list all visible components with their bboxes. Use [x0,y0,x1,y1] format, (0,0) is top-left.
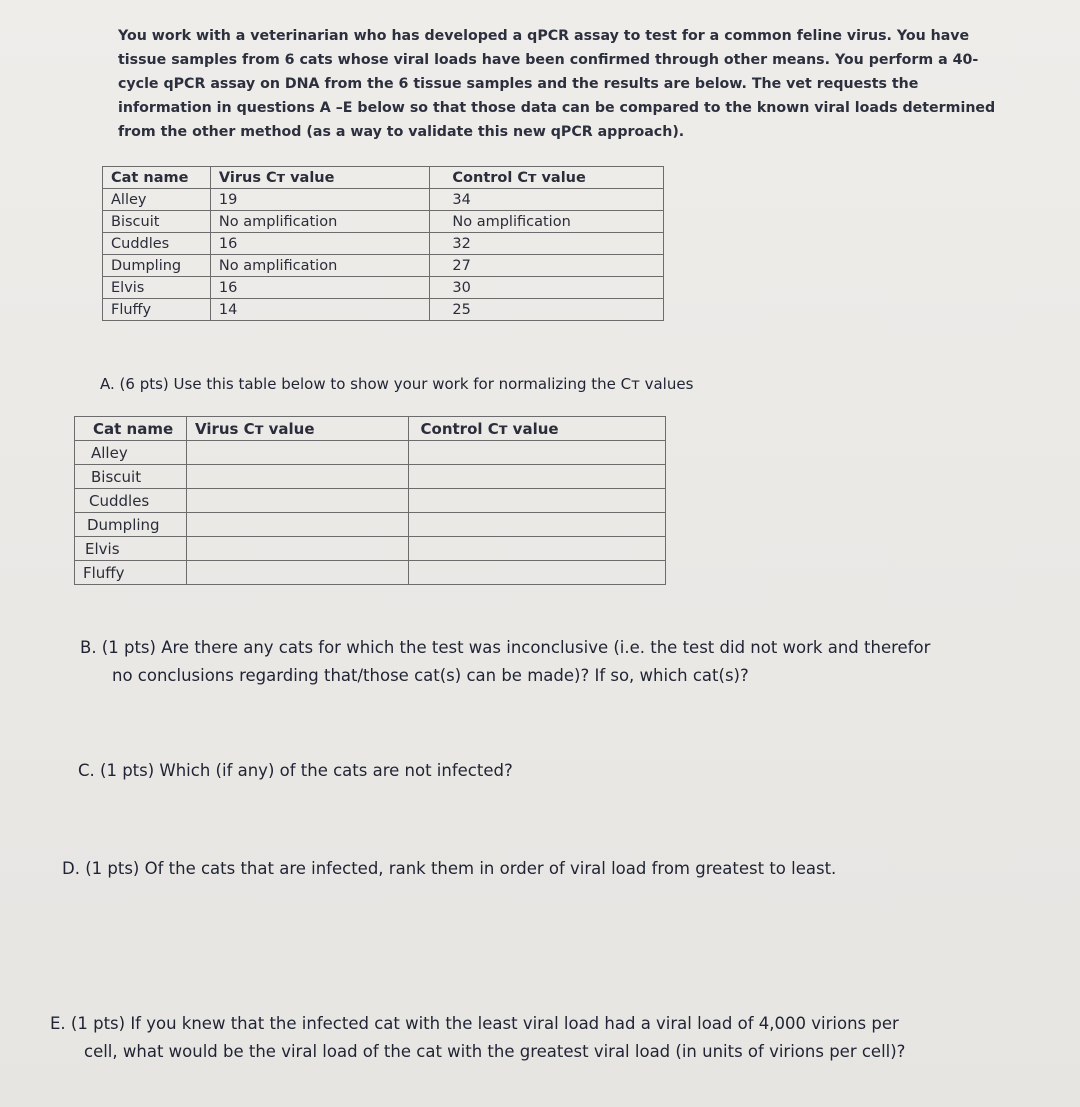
cat-name-cell: Alley [75,441,187,465]
virus-ct-cell: 16 [210,233,429,255]
cat-name-cell: Biscuit [103,211,211,233]
table-row [75,465,666,489]
header-virus-ct: Virus Cᴛ value [186,417,408,441]
control-ct-cell: No amplification [430,211,664,233]
virus-ct-answer-cell[interactable] [186,537,408,561]
virus-ct-answer-cell[interactable] [186,489,408,513]
virus-ct-answer-cell[interactable] [186,561,408,585]
header-control-ct: Control Cᴛ value [430,167,664,189]
intro-paragraph: You work with a veterinarian who has developed a qPCR assay to test for a common feline virus. You have tissue samples from 6 cats whose viral loads have been confirmed through other means. You perform a 40-cycle qPCR assay on DNA from the 6 tissue samples and the results are below. The vet requests the information in questions A –E below so that those data can be compared to the known viral loads determined from the other method (as a way to validate this new qPCR approach). [118,28,996,140]
cat-name-cell: Cuddles [75,489,187,513]
cat-name-cell: Elvis [75,537,187,561]
control-ct-answer-cell[interactable] [408,513,665,537]
virus-ct-cell: 14 [210,299,429,321]
control-ct-answer-cell[interactable] [408,489,665,513]
header-cat-name: Cat name [75,417,187,441]
cat-name-cell: Fluffy [75,561,187,585]
virus-ct-cell: No amplification [210,211,429,233]
cat-name-cell: Biscuit [75,465,187,489]
control-ct-answer-cell[interactable] [408,465,665,489]
control-ct-cell: 34 [430,189,664,211]
cat-name-cell: Cuddles [103,233,211,255]
control-ct-answer-cell[interactable] [408,537,665,561]
question-b-line-2: no conclusions regarding that/those cat(s) can be made)? If so, which cat(s)? [112,666,749,685]
question-e-line-1: E. (1 pts) If you knew that the infected cat with the least viral load had a viral load of 4,000 virions per [50,1014,899,1033]
control-ct-cell: 30 [430,277,664,299]
results-table [102,166,664,321]
cat-name-cell: Dumpling [103,255,211,277]
table-row [103,233,664,255]
control-ct-cell: 32 [430,233,664,255]
virus-ct-cell: No amplification [210,255,429,277]
virus-ct-answer-cell[interactable] [186,513,408,537]
control-ct-answer-cell[interactable] [408,441,665,465]
table-header-row [75,417,666,441]
header-cat-name: Cat name [103,167,211,189]
header-virus-ct: Virus Cᴛ value [210,167,429,189]
table-row [103,299,664,321]
table-header-row [103,167,664,189]
table-row [103,211,664,233]
table-row [75,441,666,465]
control-ct-cell: 27 [430,255,664,277]
cat-name-cell: Fluffy [103,299,211,321]
table-row [103,189,664,211]
header-control-ct: Control Cᴛ value [408,417,665,441]
question-b [80,634,1000,690]
control-ct-cell: 25 [430,299,664,321]
question-b-line-1: B. (1 pts) Are there any cats for which the test was inconclusive (i.e. the test did not work and therefor [80,638,931,657]
table-row [75,561,666,585]
cat-name-cell: Alley [103,189,211,211]
virus-ct-cell: 16 [210,277,429,299]
question-a: A. (6 pts) Use this table below to show your work for normalizing the Cᴛ values [100,375,694,393]
virus-ct-cell: 19 [210,189,429,211]
question-d: D. (1 pts) Of the cats that are infected, rank them in order of viral load from greatest to least. [62,859,837,878]
table-row [103,277,664,299]
control-ct-answer-cell[interactable] [408,561,665,585]
table-row [75,537,666,561]
cat-name-cell: Dumpling [75,513,187,537]
virus-ct-answer-cell[interactable] [186,465,408,489]
table-row [75,513,666,537]
virus-ct-answer-cell[interactable] [186,441,408,465]
normalization-table [74,416,666,585]
question-c: C. (1 pts) Which (if any) of the cats are not infected? [78,761,513,780]
question-e [50,1010,1040,1066]
cat-name-cell: Elvis [103,277,211,299]
table-row [103,255,664,277]
question-e-line-2: cell, what would be the viral load of the cat with the greatest viral load (in units of virions per cell)? [84,1042,906,1061]
table-row [75,489,666,513]
